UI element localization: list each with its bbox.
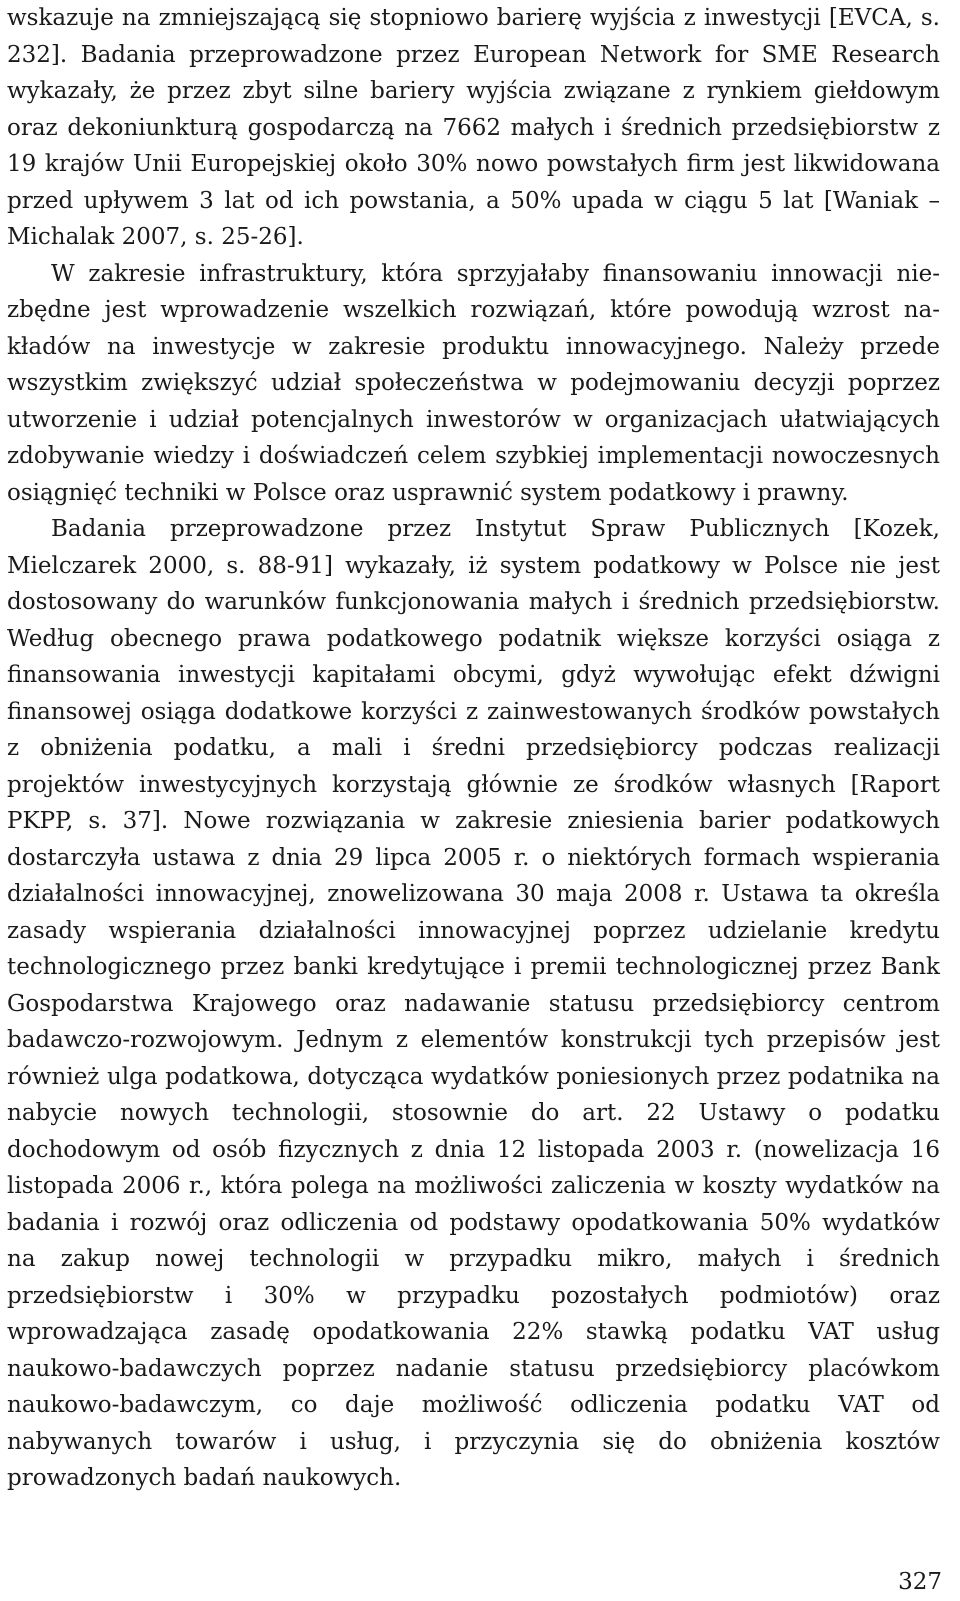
page-number: 327 [898, 1569, 942, 1595]
paragraph-continuation: wskazuje na zmniejszającą się stopniowo barierę wyjścia z inwestycji [EVCA, s. 232]. Badania przeprowadzone przez European Network for SME Research wykazały, że przez zbyt silne bariery wyjścia związane z rynkiem giełdowym oraz dekoniunkturą gospodarczą na 7662 małych i średnich przedsiębiorstw z 19 krajów Unii Europejskiej około 30% nowo powstałych firm jest likwidowana przed upływem 3 lat od ich powstania, a 50% upada w ciągu 5 lat [Waniak – Michalak 2007, s. 25-26]. [7, 5, 940, 250]
paragraph-infrastructure: W zakresie infrastruktury, która sprzyjałaby finansowaniu innowacji niezbędne jest wprowadzenie wszelkich rozwiązań, które powodują wzrost nakładów na inwestycje w zakresie produktu innowacyjnego. Należy przede wszystkim zwiększyć udział społeczeństwa w podejmowaniu decyzji poprzez utworzenie i udział potencjalnych inwestorów w organizacjach ułatwiających zdobywanie wiedzy i doświadczeń celem szybkiej implementacji nowoczesnych osiągnięć techniki w Polsce oraz usprawnić system podatkowy i prawny. [7, 260, 940, 506]
paragraph-tax-system: Badania przeprowadzone przez Instytut Spraw Publicznych [Kozek, Mielczarek 2000, s. 88-91] wykazały, iż system podatkowy w Polsce nie jest dostosowany do warunków funkcjonowania małych i średnich przedsiębiorstw. Według obecnego prawa podatkowego podatnik większe korzyści osiąga z finansowania inwestycji kapitałami obcymi, gdyż wywołując efekt dźwigni finansowej osiąga dodatkowe korzyści z zainwestowanych środków powstałych z obniżenia podatku, a mali i średni przedsiębiorcy podczas realizacji projektów inwestycyjnych korzystają głównie ze środków własnych [Raport PKPP, s. 37]. Nowe rozwiązania w zakresie zniesienia barier podatkowych dostarczyła ustawa z dnia 29 lipca 2005 r. o niektórych formach wspierania działalności innowacyjnej, znowelizowana 30 maja 2008 r. Ustawa ta określa zasady wspierania działalności innowacyjnej poprzez udzielanie kredytu technologicznego przez banki kredytujące i premii technologicznej przez Bank Gospodarstwa Krajowego oraz nadawanie statusu przedsiębiorcy centrom badawczo-rozwojowym. Jednym z elementów konstrukcji tych przepisów jest również ulga podatkowa, dotycząca wydatków poniesionych przez podatnika na nabycie nowych technologii, stosownie do art. 22 Ustawy o podatku dochodowym od osób fizycznych z dnia 12 listopada 2003 r. (nowelizacja 16 listopada 2006 r., która polega na możliwości zaliczenia w koszty wydatków na badania i rozwój oraz odliczenia od podstawy opodatkowania 50% wydatków na zakup nowej technologii w przypadku mikro, małych i średnich przedsiębiorstw i 30% w przypadku pozostałych podmiotów) oraz wprowadzająca zasadę opodatkowania 22% stawką podatku VAT usług naukowo-badawczych poprzez nadanie statusu przedsiębiorcy placówkom naukowo-badawczym, co daje możliwość odliczenia podatku VAT od nabywanych towarów i usług, i przyczynia się do obniżenia kosztów prowadzonych badań naukowych. [7, 516, 940, 1491]
page-body [7, 0, 940, 1497]
